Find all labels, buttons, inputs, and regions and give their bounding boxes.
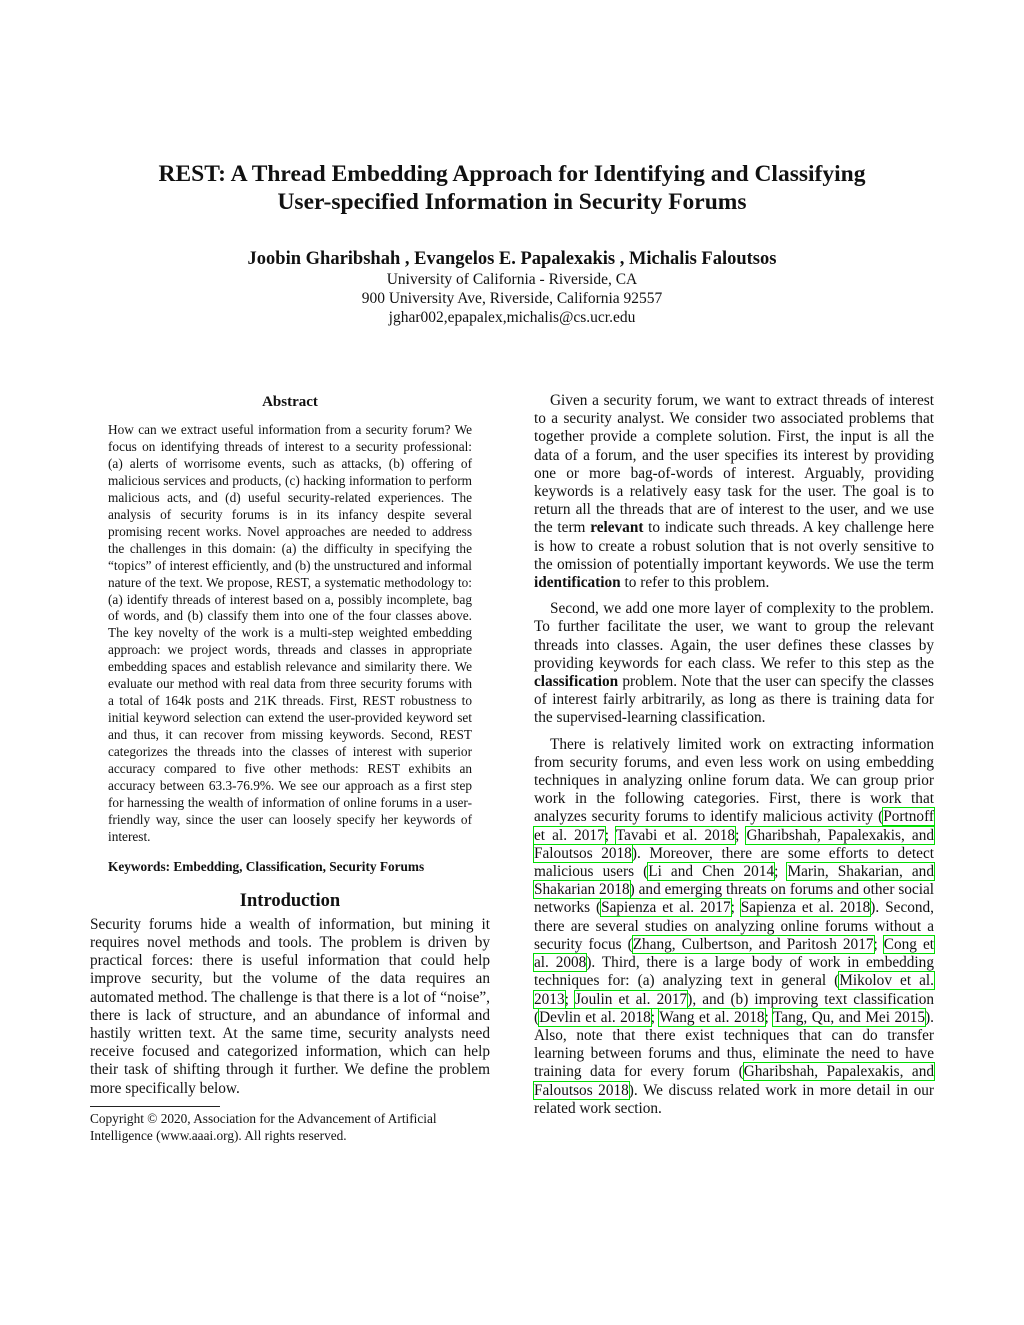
title-line-2: User-specified Information in Security Forums <box>277 189 747 215</box>
text-span: There is relatively limited work on extracting information from security forums, and even less work on using embedding techniques in analyzing online forum data. We can group prior work in the following categories. First, there is work that analyzes security forums to identify malicious activity ( <box>534 735 934 826</box>
citation-link[interactable]: Devlin et al. 2018 <box>539 1008 651 1026</box>
title-line-1: REST: A Thread Embedding Approach for Identifying and Classifying <box>158 161 866 187</box>
text-span: Given a security forum, we want to extract threads of interest to a security analyst. We consider two associated problems that together provide a complete solution. First, the input is all the data of a forum, and the user specifies its interest by providing one or more bag-of-words of interest. Arguably, providing keywords is a relatively easy task for the user. The goal is to return all the threads that are of interest to the user, and we use the term <box>534 392 934 537</box>
right-paragraph-2 <box>534 600 934 727</box>
citation-link[interactable]: Zhang, Culbertson, and Paritosh 2017 <box>632 935 874 953</box>
text-span: ; <box>774 863 788 881</box>
copyright-footnote <box>90 1110 490 1144</box>
left-column <box>90 392 490 1144</box>
citation-link[interactable]: Tang, Qu, and Mei 2015 <box>773 1008 926 1026</box>
citation-link[interactable]: Sapienza et al. 2018 <box>740 899 871 917</box>
text-span: ; <box>764 1008 774 1026</box>
author-list: Joobin Gharibshah , Evangelos E. Papalexakis , Michalis Faloutsos <box>247 249 777 269</box>
text-span: ). Also, note that there exist techniques that can do transfer learning between forums and thus, eliminate the need to have training data for every forum ( <box>534 1008 934 1081</box>
text-span: ; <box>604 826 616 844</box>
citation-link[interactable]: Marin, Shakarian, and Shakarian 2018 <box>534 863 934 899</box>
abstract-body: How can we extract useful information from a security forum? We focus on identifying threads of interest to a security professional: (a) alerts of worrisome events, such as attacks, (b) offering of malicious services and products, (c) hacking information to perform malicious acts, and (d) useful security-related experiences. The analysis of security forums is in its infancy despite several promising recent works. Novel approaches are needed to address the challenges in this domain: (a) the difficulty in specifying the “topics” of interest efficiently, and (b) the unstructured and informal nature of the text. We propose, REST, a systematic methodology to: (a) identify threads of interest based on a, possibly incomplete, bag of words, and (b) classify them into one of the four classes above. The key novelty of the work is a multi-step weighted embedding approach: we project words, threads and classes in appropriate embedding spaces and establish relevance and similarity there. We evaluate our method with real data from three security forums with a total of 164k posts and 21K threads. First, REST robustness to initial keyword selection can extend the user-provided keyword set and thus, it can recover from missing keywords. Second, REST categorizes the threads into the classes of interest with superior accuracy compared to five other methods: REST exhibits an accuracy between 63.3-76.9%. We see our approach as a first step for harnessing the wealth of information of online forums in a user-friendly way, since the user can loosely specify her keywords of interest. <box>108 422 472 844</box>
text-span: ; <box>650 1008 660 1026</box>
footnote-rule <box>90 1106 220 1107</box>
affiliation <box>100 270 924 327</box>
citation-link[interactable]: Tavabi et al. 2018 <box>615 826 736 844</box>
text-span: ; <box>564 990 575 1008</box>
citation-link[interactable]: Joulin et al. 2017 <box>574 990 688 1008</box>
citation-link[interactable]: Cong et al. 2008 <box>534 935 934 972</box>
affiliation-university: University of California - Riverside, CA <box>386 271 638 288</box>
term-relevant: relevant <box>590 519 644 537</box>
copyright-text: 2020, Association for the Advancement of Artificial Intelligence (www.aaai.org). All rights reserved. <box>90 1110 437 1143</box>
text-span: ; <box>873 935 884 953</box>
affiliation-address: 900 University Ave, Riverside, California 92557 <box>361 290 663 307</box>
abstract-heading: Abstract <box>262 394 318 410</box>
text-span: ). We discuss related work in more detail in our related work section. <box>534 1081 934 1117</box>
text-span: problem. Note that the user can specify the classes of interest fairly arbitrarily, as long as there is training data for the supervised-learning classification. <box>534 673 934 727</box>
citation-link[interactable]: Portnoff et al. 2017 <box>534 808 934 844</box>
paper-title <box>100 160 924 216</box>
citation-link[interactable]: Wang et al. 2018 <box>659 1008 765 1026</box>
term-identification: identification <box>534 574 621 592</box>
text-span: to indicate such threads. A key challenge here is how to create a robust solution that is not overly sensitive to the omission of potentially important keywords. We use the term <box>534 519 934 573</box>
right-paragraph-1 <box>534 392 934 592</box>
citation-link[interactable]: Mikolov et al. 2013 <box>534 972 934 1008</box>
introduction-heading: Introduction <box>239 890 341 911</box>
copyright-symbol: © <box>147 1110 158 1126</box>
copyright-prefix: Copyright <box>90 1110 148 1126</box>
right-paragraph-3 <box>534 736 934 1118</box>
citation-link[interactable]: Li and Chen 2014 <box>648 863 775 881</box>
intro-paragraph-1: Security forums hide a wealth of information, but mining it requires novel methods and tools. The problem is driven by practical forces: there is useful information that could help improve security, but the volume of the data requires an automated method. The challenge is that there is a lot of “noise”, there is lack of structure, and an abundance of informal and hastily written text. At the same time, security analysts need receive focused and categorized information, which can help their task of shifting through it further. We define the problem more specifically below. <box>90 915 490 1097</box>
affiliation-email: jghar002,epapalex,michalis@cs.ucr.edu <box>388 309 636 326</box>
text-span: ; <box>735 826 747 844</box>
text-span: ; <box>730 899 741 917</box>
citation-link[interactable]: Sapienza et al. 2017 <box>601 899 731 917</box>
text-span: ), and (b) improving text classification ( <box>534 990 935 1026</box>
term-classification: classification <box>534 673 619 691</box>
text-span: ). Second, there are several studies on analyzing online forums without a security focus ( <box>534 899 934 953</box>
citation-link[interactable]: Gharibshah, Papalexakis, and Faloutsos 2018 <box>534 1063 935 1099</box>
citation-link[interactable]: Gharibshah, Papalexakis, and Faloutsos 2018 <box>534 826 934 862</box>
text-span: to refer to this problem. <box>620 574 770 592</box>
text-span: ). Third, there is a large body of work in embedding techniques for: (a) analyzing text in general ( <box>534 954 934 990</box>
text-span: Second, we add one more layer of complexity to the problem. To further facilitate the user, we want to group the relevant threads into classes. Again, the user defines these classes by providing keywords for each class. We refer to this step as the <box>534 600 934 672</box>
right-column <box>534 392 934 1126</box>
text-span: ) and emerging threats on forums and other social networks ( <box>534 881 934 917</box>
keywords-line: Keywords: Embedding, Classification, Security Forums <box>108 858 425 874</box>
text-span: ). Moreover, there are some efforts to detect malicious users ( <box>534 844 934 881</box>
